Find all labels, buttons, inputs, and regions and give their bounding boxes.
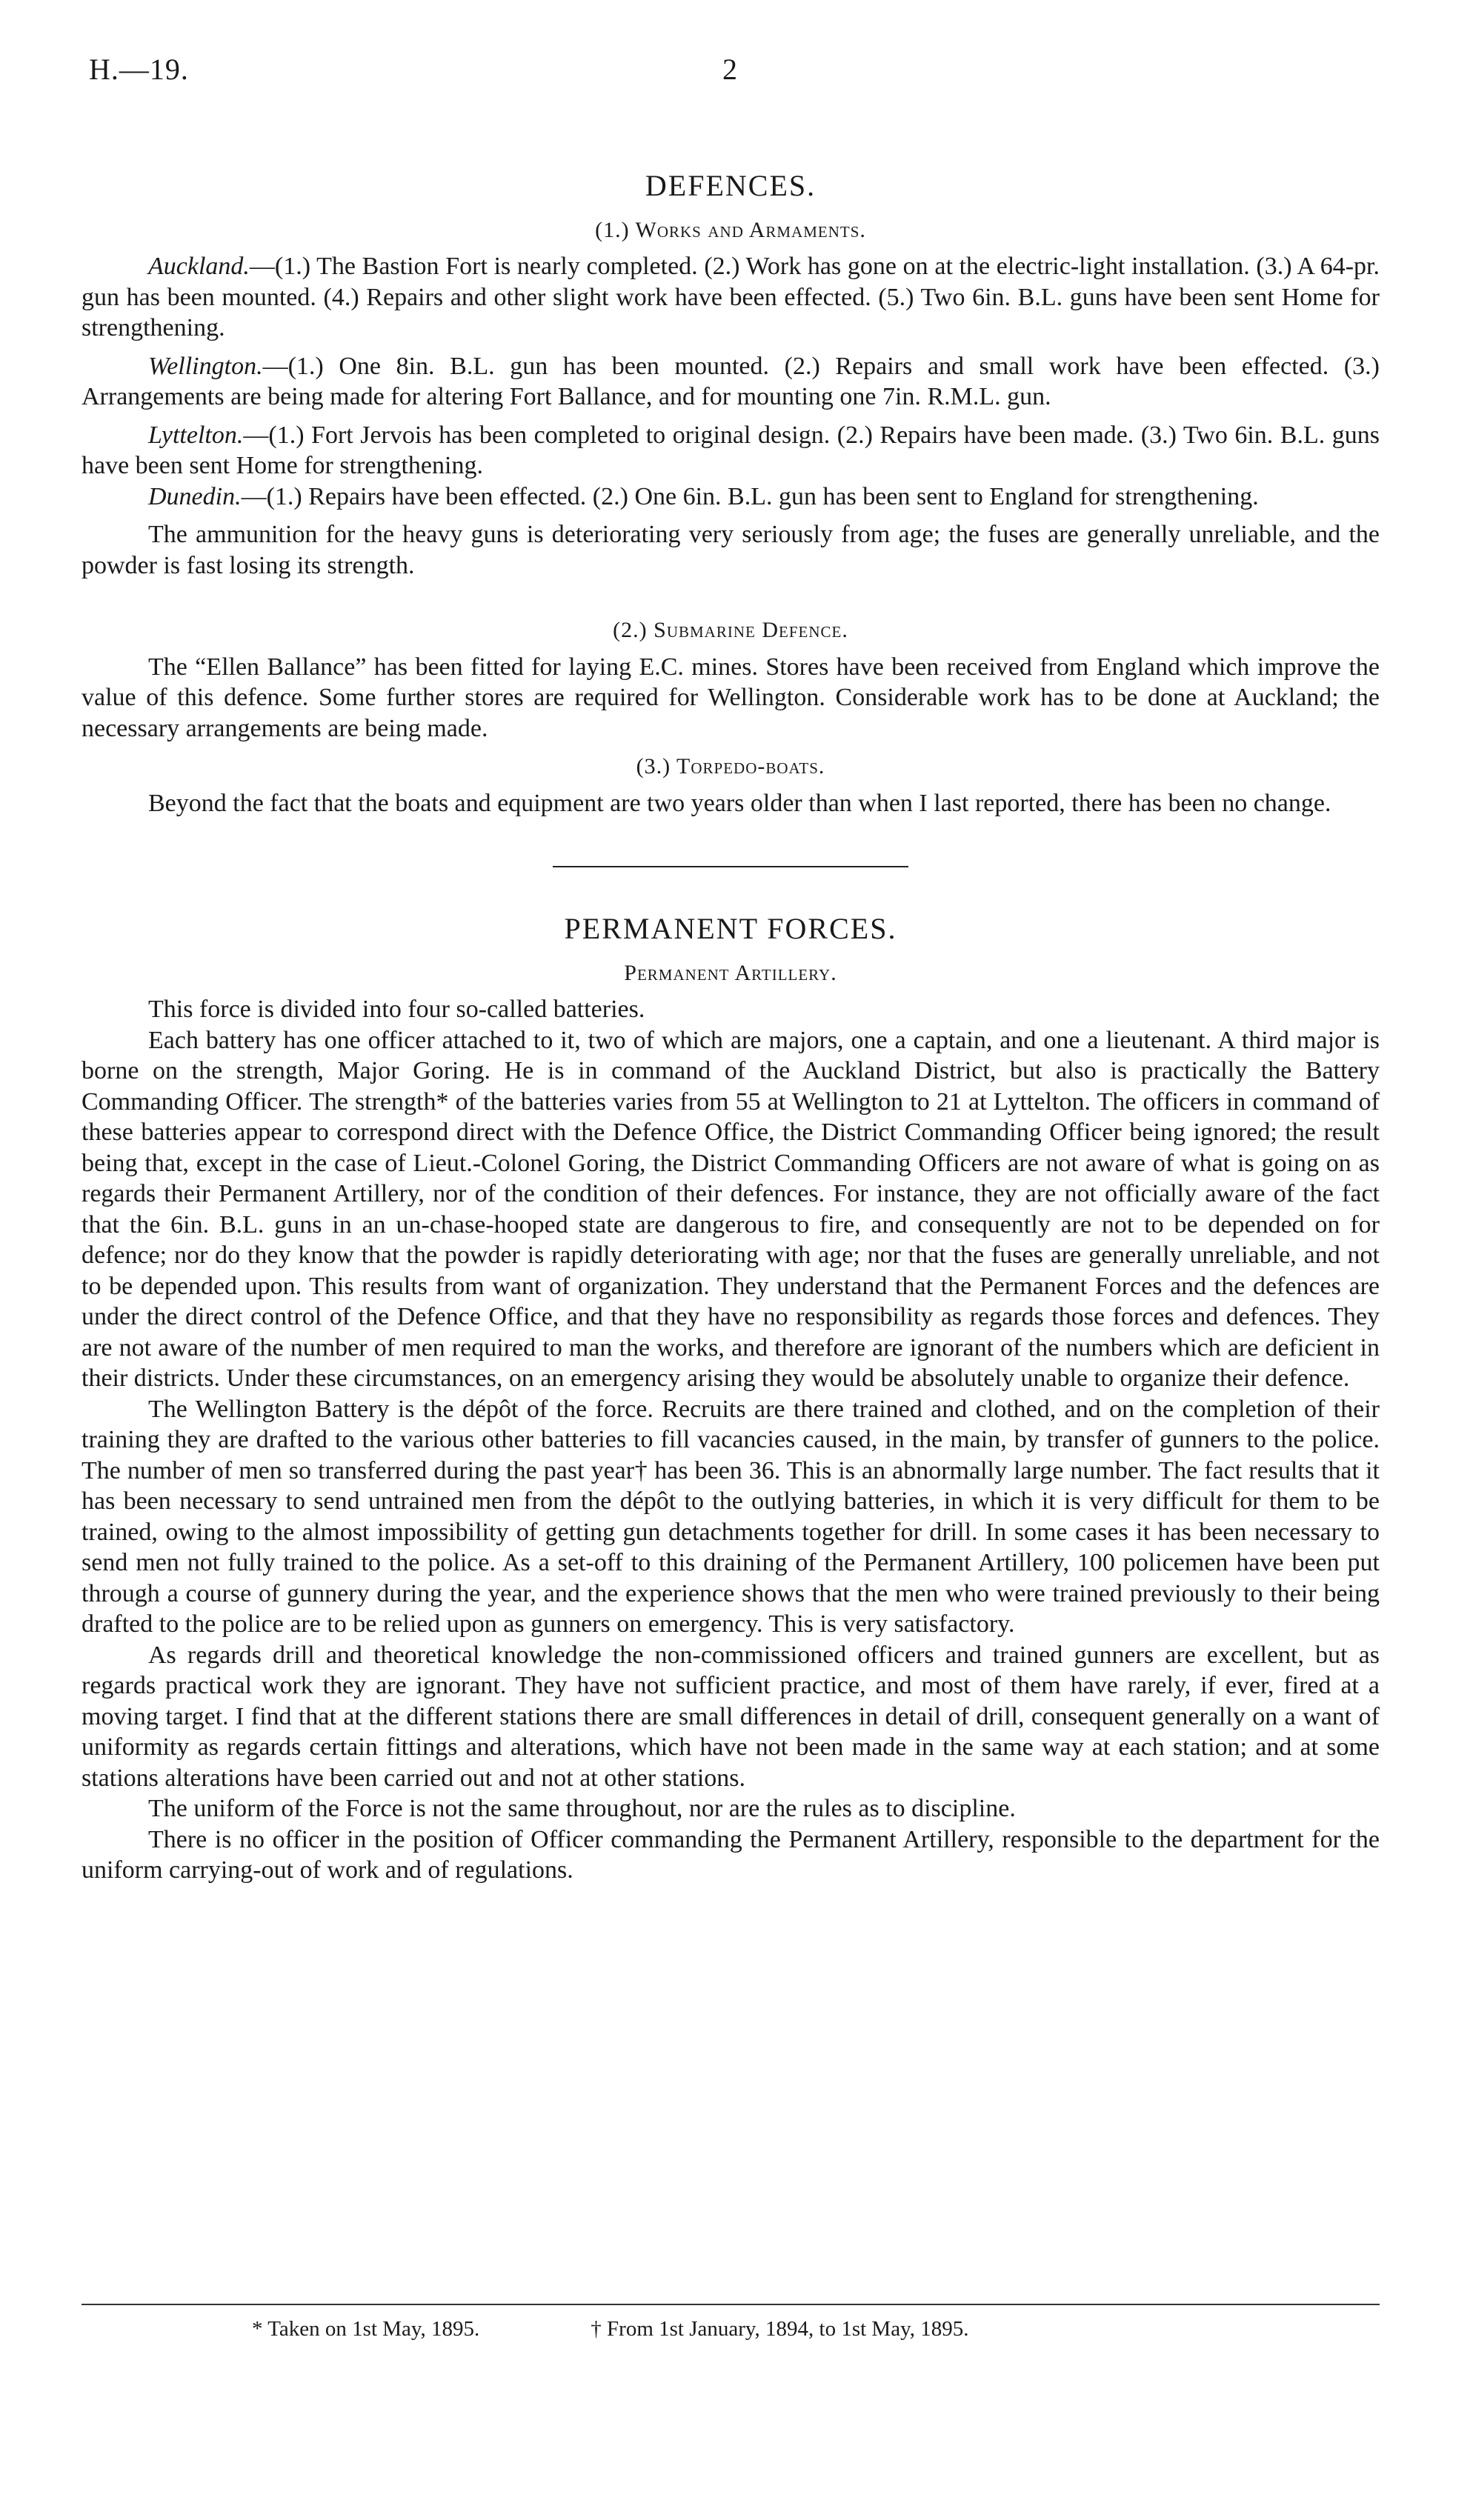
- paragraph-ammunition: The ammunition for the heavy guns is deteriorating very seriously from age; the fuses are generally unreliable, and the powder is fast losing its strength.: [82, 521, 1380, 579]
- running-head: H.—19.: [89, 53, 189, 86]
- page-number: 2: [722, 53, 737, 86]
- footnote-star: * Taken on 1st May, 1895.: [252, 2317, 480, 2341]
- subsection-works-armaments: (1.) Works and Armaments.: [595, 217, 866, 242]
- section-title-defences: DEFENCES.: [645, 169, 817, 202]
- place-label-lyttelton: Lyttelton.: [148, 421, 244, 449]
- paragraph-no-officer: There is no officer in the position of Officer commanding the Permanent Artillery, responsible to the department for the uniform carrying-out of work and of regulations.: [82, 1825, 1380, 1884]
- paragraph-wellington-depot: The Wellington Battery is the dépôt of the force. Recruits are there trained and clothed, and on the completion of their training they are drafted to the various other batteries to fill vacancies caused, in the main, by transfer of gunners to the police. The number of men so transferred during the past year† has been 36. This is an abnormally large number. The fact results that it has been necessary to send untrained men from the dépôt to the outlying batteries, in which it is very difficult for them to be trained, owing to the almost impossibility of getting gun detachments together for drill. In some cases it has been necessary to send men not fully trained to the police. As a set-off to this draining of the Permanent Artillery, 100 policemen have been put through a course of gunnery during the year, and the experience shows that the men who were trained previously to their being drafted to the police are to be relied upon as gunners on emergency. This is very satisfactory.: [82, 1395, 1380, 1638]
- paragraph-dunedin: [82, 481, 1380, 513]
- paragraph-drill-knowledge: As regards drill and theoretical knowledge the non-commissioned officers and trained gunners are excellent, but as regards practical work they are ignorant. They have not sufficient practice, and most of them have rarely, if ever, fired at a moving target. I find that at the different stations there are small differences in detail of drill, consequent generally on a want of uniformity as regards certain fittings and alterations, which have not been made in the same way at each station; and at some stations alterations have been carried out and not at other stations.: [82, 1641, 1380, 1792]
- paragraph-battery-officers: Each battery has one officer attached to it, two of which are majors, one a captain, and one a lieutenant. A third major is borne on the strength, Major Goring. He is in command of the Auckland District, but also is practically the Battery Commanding Officer. The strength* of the batteries varies from 55 at Wellington to 21 at Lyttelton. The officers in command of these batteries appear to correspond direct with the Defence Office, the District Commanding Officer being ignored; the result being that, except in the case of Lieut.-Colonel Goring, the District Commanding Officers are not aware of what is going on as regards their Permanent Artillery, nor of the condition of their defences. For instance, they are not officially aware of the fact that the 6in. B.L. guns in an un-chase-hooped state are dangerous to fire, and consequently are not to be depended on for defence; nor do they know that the powder is rapidly deteriorating with age; nor that the fuses are generally unreliable, and not to be depended upon. This results from want of organization. They understand that the Permanent Forces and the defences are under the direct control of the Defence Office, and that they have no responsibility as regards those forces and defences. They are not aware of the number of men required to man the works, and therefore are ignorant of the numbers which are deficient in their districts. Under these circumstances, on an emergency arising they would be absolutely unable to organize their defence.: [82, 1026, 1380, 1392]
- wellington-text: —(1.) One 8in. B.L. gun has been mounted. (2.) Repairs and small work have been effected. (3.) Arrangements are being made for altering Fort Ballance, and for mounting one 7in. R.M.L. gun.: [82, 352, 1380, 410]
- lyttelton-text: —(1.) Fort Jervois has been completed to original design. (2.) Repairs have been made. (3.) Two 6in. B.L. guns have been sent Home for strengthening.: [82, 421, 1380, 479]
- footnote-dagger: † From 1st January, 1894, to 1st May, 1895.: [591, 2317, 969, 2341]
- section-divider: [553, 866, 908, 867]
- paragraph-wellington: [82, 351, 1380, 413]
- footnotes: [252, 2317, 1289, 2341]
- dunedin-text: —(1.) Repairs have been effected. (2.) One 6in. B.L. gun has been sent to England for strengthening.: [241, 482, 1259, 510]
- paragraph-lyttelton: [82, 420, 1380, 481]
- paragraph-submarine: The “Ellen Ballance” has been fitted for laying E.C. mines. Stores have been received from England which improve the value of this defence. Some further stores are required for Wellington. Considerable work has to be done at Auckland; the necessary arrangements are being made.: [82, 653, 1380, 742]
- subsection-torpedo-boats: (3.) Torpedo-boats.: [636, 754, 825, 779]
- footnote-rule: [82, 2304, 1380, 2305]
- paragraph-torpedo: Beyond the fact that the boats and equipment are two years older than when I last reported, there has been no change.: [148, 789, 1331, 817]
- place-label-auckland: Auckland.: [148, 253, 250, 280]
- paragraph-uniform: The uniform of the Force is not the same throughout, nor are the rules as to discipline.: [148, 1795, 1016, 1822]
- subsection-permanent-artillery: Permanent Artillery.: [624, 960, 837, 985]
- place-label-wellington: Wellington.: [148, 352, 263, 380]
- subsection-submarine-defence: (2.) Submarine Defence.: [613, 618, 848, 642]
- paragraph-force-division: This force is divided into four so-called batteries.: [148, 996, 645, 1023]
- auckland-text: —(1.) The Bastion Fort is nearly completed. (2.) Work has gone on at the electric-light installation. (3.) A 64-pr. gun has been mounted. (4.) Repairs and other slight work have been effected. (5.) Two 6in. B.L. guns have been sent Home for strengthening.: [82, 253, 1380, 341]
- page-body: [82, 170, 1380, 1886]
- paragraph-auckland: [82, 251, 1380, 344]
- place-label-dunedin: Dunedin.: [148, 482, 242, 510]
- section-title-permanent-forces: PERMANENT FORCES.: [564, 912, 897, 945]
